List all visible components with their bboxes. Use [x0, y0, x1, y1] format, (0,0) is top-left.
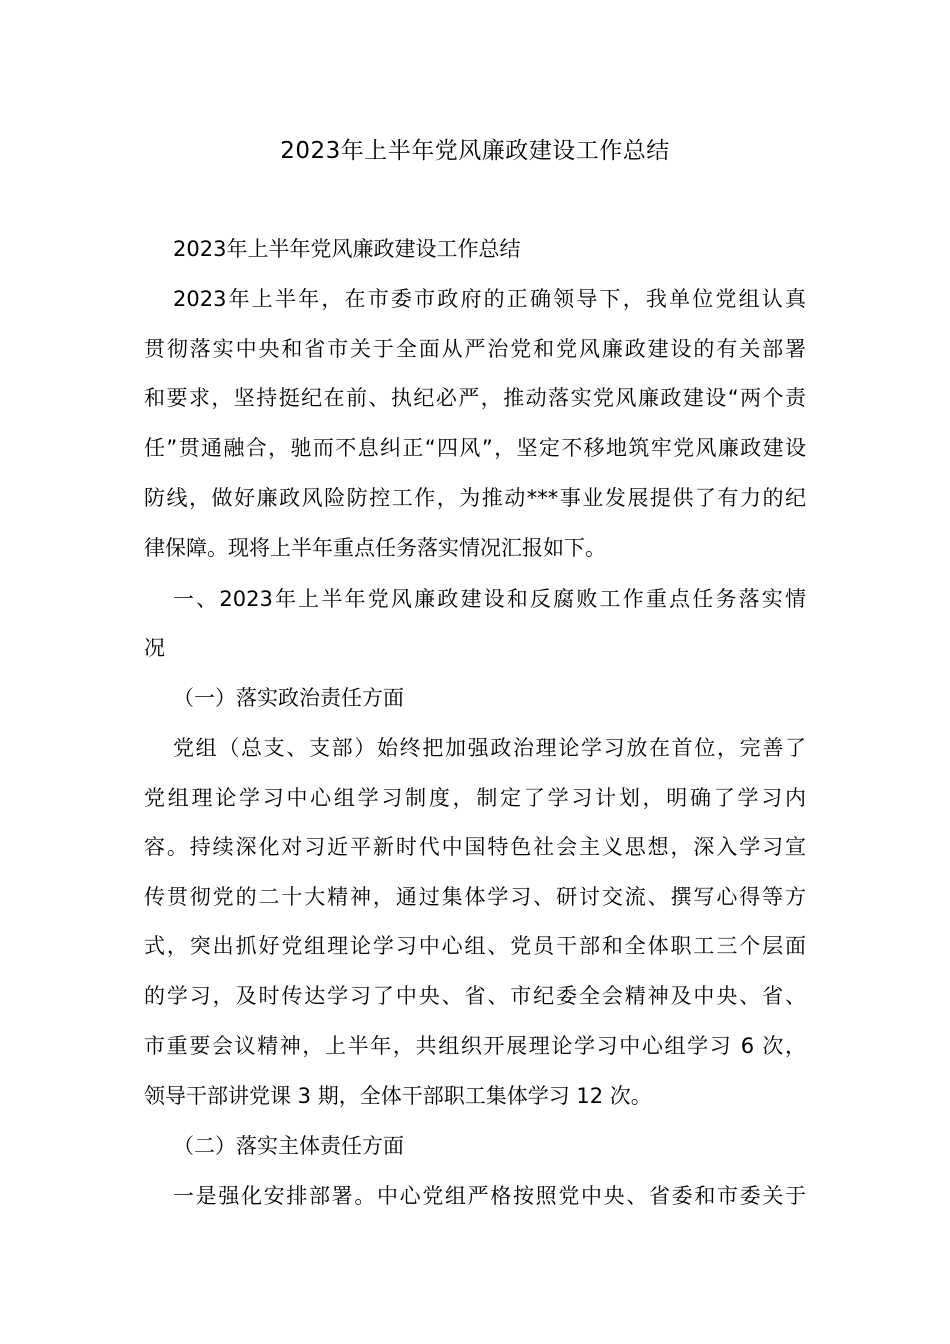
paragraph-1-line-2: 贯彻落实中央和省市关于全面从严治党和党风廉政建设的有关部署 [144, 337, 806, 361]
paragraph-2-line-1: 党组（总支、支部）始终把加强政治理论学习放在首位，完善了 [173, 736, 806, 760]
paragraph-1-line-1: 2023年上半年，在市委市政府的正确领导下，我单位党组认真 [173, 287, 806, 311]
paragraph-1-line-6: 律保障。现将上半年重点任务落实情况汇报如下。 [144, 536, 606, 560]
document-subtitle: 2023年上半年党风廉政建设工作总结 [173, 237, 521, 261]
paragraph-2-line-6: 的学习，及时传达学习了中央、省、市纪委全会精神及中央、省、 [144, 984, 806, 1008]
heading-1-line-2: 况 [144, 636, 165, 660]
paragraph-2-line-5: 式，突出抓好党组理论学习中心组、党员干部和全体职工三个层面 [144, 934, 806, 958]
paragraph-2-line-8: 领导干部讲党课 3 期，全体干部职工集体学习 12 次。 [144, 1084, 652, 1108]
paragraph-1-line-4: 任”贯通融合，驰而不息纠正“四风”，坚定不移地筑牢党风廉政建设 [144, 436, 806, 460]
heading-1-line-1: 一、2023年上半年党风廉政建设和反腐败工作重点任务落实情 [173, 587, 806, 611]
paragraph-2-line-4: 传贯彻党的二十大精神，通过集体学习、研讨交流、撰写心得等方 [144, 885, 806, 909]
subheading-1: （一）落实政治责任方面 [173, 686, 404, 710]
paragraph-3-line-1: 一是强化安排部署。中心党组严格按照党中央、省委和市委关于 [173, 1184, 806, 1208]
paragraph-2-line-3: 容。持续深化对习近平新时代中国特色社会主义思想，深入学习宣 [144, 835, 806, 859]
paragraph-2-line-7: 市重要会议精神，上半年，共组织开展理论学习中心组学习 6 次， [144, 1034, 806, 1058]
subheading-2: （二）落实主体责任方面 [173, 1134, 404, 1158]
paragraph-1-line-5: 防线，做好廉政风险防控工作，为推动***事业发展提供了有力的纪 [144, 486, 806, 510]
paragraph-2-line-2: 党组理论学习中心组学习制度，制定了学习计划，明确了学习内 [144, 786, 806, 810]
document-title: 2023年上半年党风廉政建设工作总结 [280, 138, 670, 164]
paragraph-1-line-3: 和要求，坚持挺纪在前、执纪必严，推动落实党风廉政建设“两个责 [144, 386, 806, 410]
